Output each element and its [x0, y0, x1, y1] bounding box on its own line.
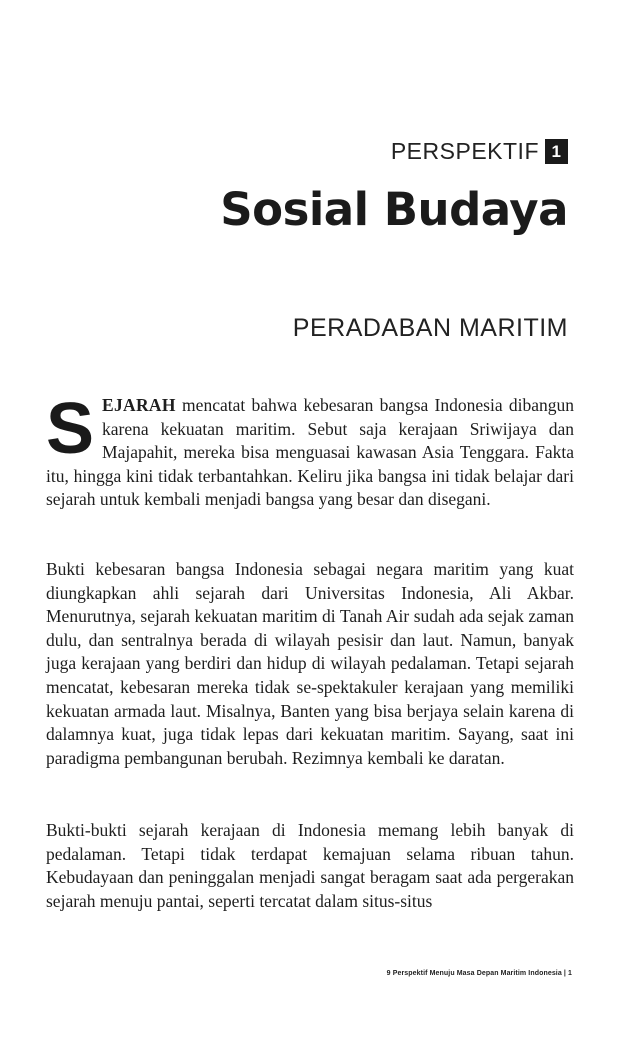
chapter-title: Sosial Budaya: [220, 183, 568, 236]
section-label-text: PERSPEKTIF: [390, 138, 539, 164]
chapter-subtitle: PERADABAN MARITIM: [292, 314, 568, 342]
drop-cap: S: [46, 389, 95, 469]
paragraph-1-text: mencatat bahwa kebesaran bangsa Indonesia dibangun karena kekuatan maritim. Sebut saja kerajaan Sriwijaya dan Majapahit, mereka bisa menguasai kawasan Asia Tenggara. Fakta itu, hingga kini tidak terbantahkan. Keliru jika bangsa ini tidak belajar dari sejarah untuk kembali menjadi bangsa yang besar dan disegani.: [46, 395, 574, 510]
page-footer: 9 Perspektif Menuju Masa Depan Maritim Indonesia | 1: [386, 970, 572, 977]
section-label: [391, 138, 568, 165]
paragraph-1-lead: EJARAH: [102, 395, 176, 415]
paragraph-3: Bukti-bukti sejarah kerajaan di Indonesia memang lebih banyak di pedalaman. Tetapi tidak terdapat kemajuan selama ribuan tahun. Kebudayaan dan peninggalan menjadi sangat beragam saat ada pergerakan sejarah menuju pantai, seperti tercatat dalam situs-situs: [46, 820, 574, 911]
paragraph-1: [46, 389, 574, 512]
section-number-badge: 1: [545, 139, 568, 164]
paragraph-2: Bukti kebesaran bangsa Indonesia sebagai negara maritim yang kuat diungkapkan ahli sejarah dari Universitas Indonesia, Ali Akbar. Menurutnya, sejarah kekuatan maritim di Tanah Air sudah ada sejak zaman dulu, dan sentralnya berada di wilayah pesisir dan laut. Namun, banyak juga kerajaan yang berdiri dan hidup di wilayah pedalaman. Tetapi sejarah mencatat, kebesaran mereka tidak se-spektakuler kerajaan yang memiliki kekuatan armada laut. Misalnya, Banten yang bisa berjaya selain karena di dalamnya kuat, juga tidak lepas dari kekuatan maritim. Sayang, saat ini paradigma pembangunan berubah. Rezimnya kembali ke daratan.: [46, 559, 574, 768]
